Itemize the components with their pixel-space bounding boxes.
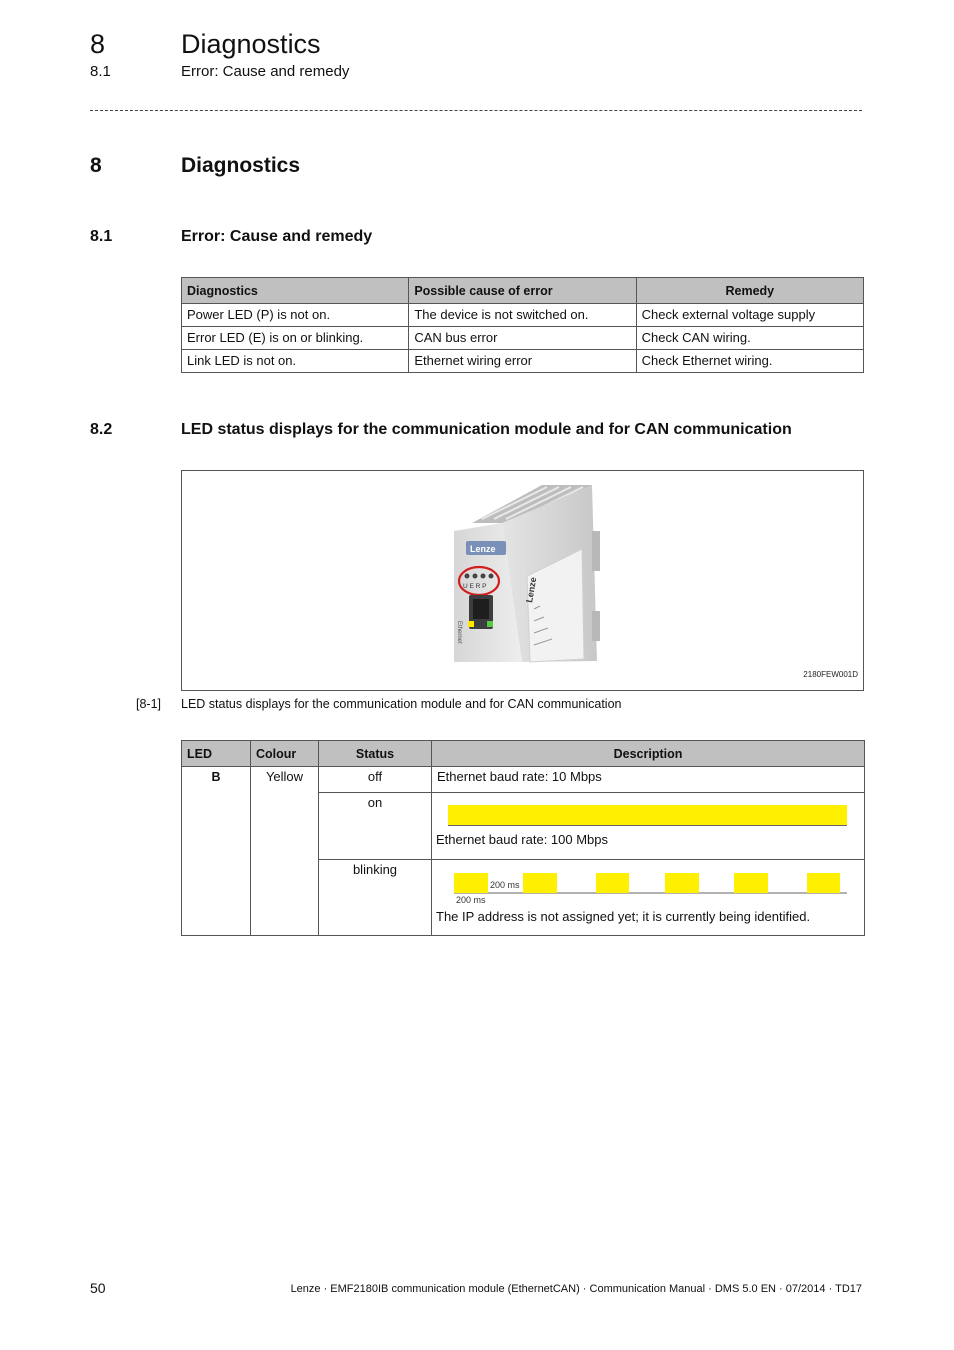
table-row xyxy=(182,304,864,327)
figure-code: 2180FEW001D xyxy=(803,670,858,679)
led-cell: B xyxy=(182,767,251,936)
led-indicator xyxy=(465,574,470,579)
table-row xyxy=(182,327,864,350)
device-figure xyxy=(181,470,864,691)
blink-pulse xyxy=(807,873,840,893)
section-8-2-number: 8.2 xyxy=(90,421,113,438)
led-indicator xyxy=(481,574,486,579)
led-status-table xyxy=(181,740,865,936)
col-header-diagnostics: Diagnostics xyxy=(182,278,409,304)
header-section-title: Error: Cause and remedy xyxy=(181,63,350,80)
blink-pulse xyxy=(665,873,699,893)
blink-pulse xyxy=(523,873,557,893)
description-text: The IP address is not assigned yet; it is currently being identified. xyxy=(436,909,811,924)
header-chapter-number: 8 xyxy=(90,29,106,59)
side-port-label: Ethernet xyxy=(456,621,462,644)
table-cell: Check Ethernet wiring. xyxy=(636,350,863,373)
header-divider xyxy=(90,110,862,111)
blink-pulse xyxy=(596,873,629,893)
chapter-heading-title: Diagnostics xyxy=(181,154,301,177)
blink-pulse xyxy=(734,873,768,893)
table-cell: Ethernet wiring error xyxy=(409,350,636,373)
communication-module-illustration xyxy=(182,471,863,690)
status-cell-blinking: blinking xyxy=(319,860,432,936)
table-row xyxy=(182,767,865,793)
front-brand-text: Lenze xyxy=(470,544,496,554)
table-cell: Check external voltage supply xyxy=(636,304,863,327)
description-cell-on xyxy=(432,793,865,860)
section-8-2-title: LED status displays for the communication module and for CAN communication xyxy=(181,421,792,438)
section-8-1-title: Error: Cause and remedy xyxy=(181,228,373,245)
description-cell-off: Ethernet baud rate: 10 Mbps xyxy=(432,767,865,793)
header-chapter-title: Diagnostics xyxy=(181,29,321,59)
status-cell-on: on xyxy=(319,793,432,860)
section-8-1-number: 8.1 xyxy=(90,228,113,245)
col-header-remedy: Remedy xyxy=(636,278,863,304)
table-cell: CAN bus error xyxy=(409,327,636,350)
status-cell-off: off xyxy=(319,767,432,793)
header-section-number: 8.1 xyxy=(90,63,111,80)
col-header-led: LED xyxy=(182,741,251,767)
led-on-timing-bar xyxy=(448,805,847,826)
footer-text: Lenze · EMF2180IB communication module (EthernetCAN) · Communication Manual · DMS 5.0 EN · 07/2014 · TD17 xyxy=(290,1283,862,1295)
figure-caption-text: LED status displays for the communication module and for CAN communication xyxy=(181,697,622,711)
side-brand-text: Lenze xyxy=(524,576,539,604)
table-cell: The device is not switched on. xyxy=(409,304,636,327)
chapter-heading-number: 8 xyxy=(90,154,102,177)
table-cell: Power LED (P) is not on. xyxy=(182,304,409,327)
blink-timing-diagram xyxy=(442,868,862,908)
col-header-cause: Possible cause of error xyxy=(409,278,636,304)
blink-label-bottom: 200 ms xyxy=(456,895,486,905)
page-number: 50 xyxy=(90,1280,106,1296)
led-indicator xyxy=(473,574,478,579)
description-text: Ethernet baud rate: 100 Mbps xyxy=(436,832,609,847)
error-cause-table xyxy=(181,277,864,373)
led-letters: U E R P xyxy=(463,583,487,590)
led-indicator xyxy=(489,574,494,579)
table-cell: Check CAN wiring. xyxy=(636,327,863,350)
table-header-row xyxy=(182,741,865,767)
description-cell-blinking xyxy=(432,860,865,936)
col-header-description: Description xyxy=(432,741,865,767)
table-cell: Link LED is not on. xyxy=(182,350,409,373)
col-header-status: Status xyxy=(319,741,432,767)
blink-label-top: 200 ms xyxy=(490,880,520,890)
table-header-row xyxy=(182,278,864,304)
figure-caption-number: [8-1] xyxy=(136,697,162,711)
col-header-colour: Colour xyxy=(251,741,319,767)
blink-pulse xyxy=(454,873,488,893)
table-cell: Error LED (E) is on or blinking. xyxy=(182,327,409,350)
table-row xyxy=(182,350,864,373)
colour-cell: Yellow xyxy=(251,767,319,936)
